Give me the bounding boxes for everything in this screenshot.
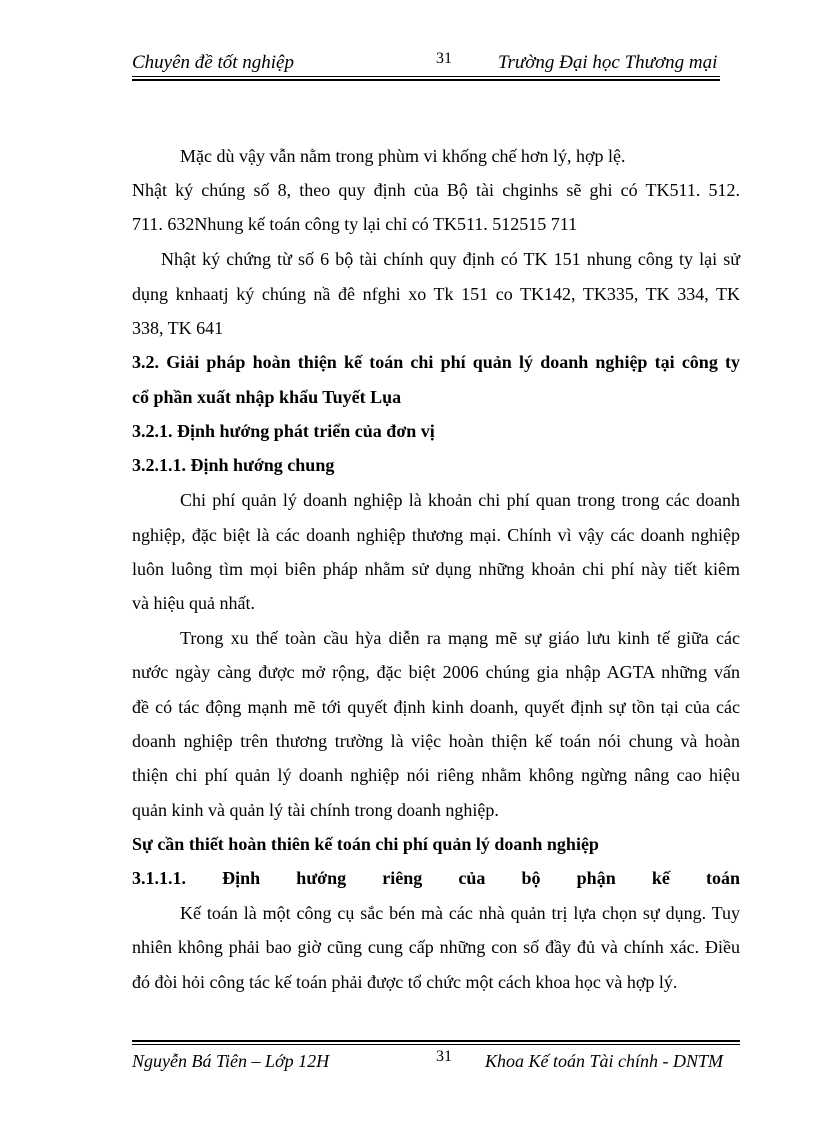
body-line: Mặc dù vậy vẫn nằm trong phùm vi khống chế hơn lý, hợp lệ. <box>180 146 626 166</box>
paragraph-line: đó đòi hỏi công tác kế toán phải được tổ chức một cách khoa học và hợp lý. <box>132 972 678 992</box>
section-heading-3-2-cont: cổ phần xuất nhập khẩu Tuyết Lụa <box>132 387 402 407</box>
page-footer <box>132 1048 740 1078</box>
footer-department: Khoa Kế toán Tài chính - DNTM <box>485 1051 724 1071</box>
body-line: Nhật ký chúng số 8, theo quy định của Bộ tài chginhs sẽ ghi có TK511. 512. <box>132 180 740 200</box>
page-header <box>132 50 720 78</box>
paragraph-line: và hiệu quả nhất. <box>132 593 255 613</box>
paragraph-line: nước ngày càng được mở rộng, đặc biệt 2006 chúng gia nhập AGTA những vấn <box>132 662 740 682</box>
header-page-number: 31 <box>436 50 452 67</box>
header-document-type: Chuyên đề tốt nghiệp <box>132 52 294 73</box>
header-university: Trường Đại học Thương mại <box>498 52 718 73</box>
paragraph-line: luôn luông tìm mọi biên pháp nhằm sử dụng những khoản chi phí này tiết kiêm <box>132 559 740 579</box>
section-heading-need: Sự cần thiết hoàn thiên kế toán chi phí quản lý doanh nghiệp <box>132 834 599 854</box>
footer-page-number: 31 <box>436 1048 452 1065</box>
paragraph-line: nhiên không phải bao giờ cũng cung cấp những con số đầy đủ và chính xác. Điều <box>132 937 740 957</box>
body-line: dụng knhaatj ký chúng nầ đê nfghi xo Tk 151 co TK142, TK335, TK 334, TK <box>132 284 740 304</box>
header-rule-thick <box>132 79 720 81</box>
paragraph-line: đề có tác động mạnh mẽ tới quyết định kinh doanh, quyết định sự tồn tại của các <box>132 697 740 717</box>
section-heading-3-2-1-1: 3.2.1.1. Định hướng chung <box>132 455 335 475</box>
section-heading-3-2-1: 3.2.1. Định hướng phát triển của đơn vị <box>132 421 435 441</box>
footer-rule <box>132 1044 740 1045</box>
body-line: 338, TK 641 <box>132 318 224 338</box>
footer-rule-thick <box>132 1040 740 1042</box>
paragraph-line: doanh nghiệp trên thương trường là việc hoàn thiện kế toán nói chung và hoàn <box>132 731 740 751</box>
body-line: Nhật ký chứng từ số 6 bộ tài chính quy định có TK 151 nhung công ty lại sử <box>161 249 740 269</box>
section-heading-3-2: 3.2. Giải pháp hoàn thiện kế toán chi phí quản lý doanh nghiệp tại công ty <box>132 352 740 372</box>
paragraph-line: Chi phí quản lý doanh nghiệp là khoản chi phí quan trong trong các doanh <box>180 490 740 510</box>
paragraph-line: Kế toán là một công cụ sắc bén mà các nhà quản trị lựa chọn sự dụng. Tuy <box>180 903 740 923</box>
paragraph-line: quản kinh và quản lý tài chính trong doanh nghiệp. <box>132 800 499 820</box>
footer-author: Nguyễn Bá Tiên – Lớp 12H <box>132 1051 330 1071</box>
paragraph-line: thiện chi phí quản lý doanh nghiệp nói riêng nhằm không ngừng nâng cao hiệu <box>132 765 740 785</box>
section-heading-3-1-1-1: 3.1.1.1. Định hướng riêng của bộ phận kế toán <box>132 868 740 888</box>
body-line: 711. 632Nhung kế toán công ty lại chỉ có TK511. 512515 711 <box>132 214 578 234</box>
header-rule <box>132 76 720 77</box>
paragraph-line: Trong xu thế toàn cầu hỳa diễn ra mạng mẽ sự giáo lưu kinh tế giữa các <box>180 628 740 648</box>
paragraph-line: nghiệp, đặc biệt là các doanh nghiệp thương mại. Chính vì vậy các doanh nghiệp <box>132 525 740 545</box>
